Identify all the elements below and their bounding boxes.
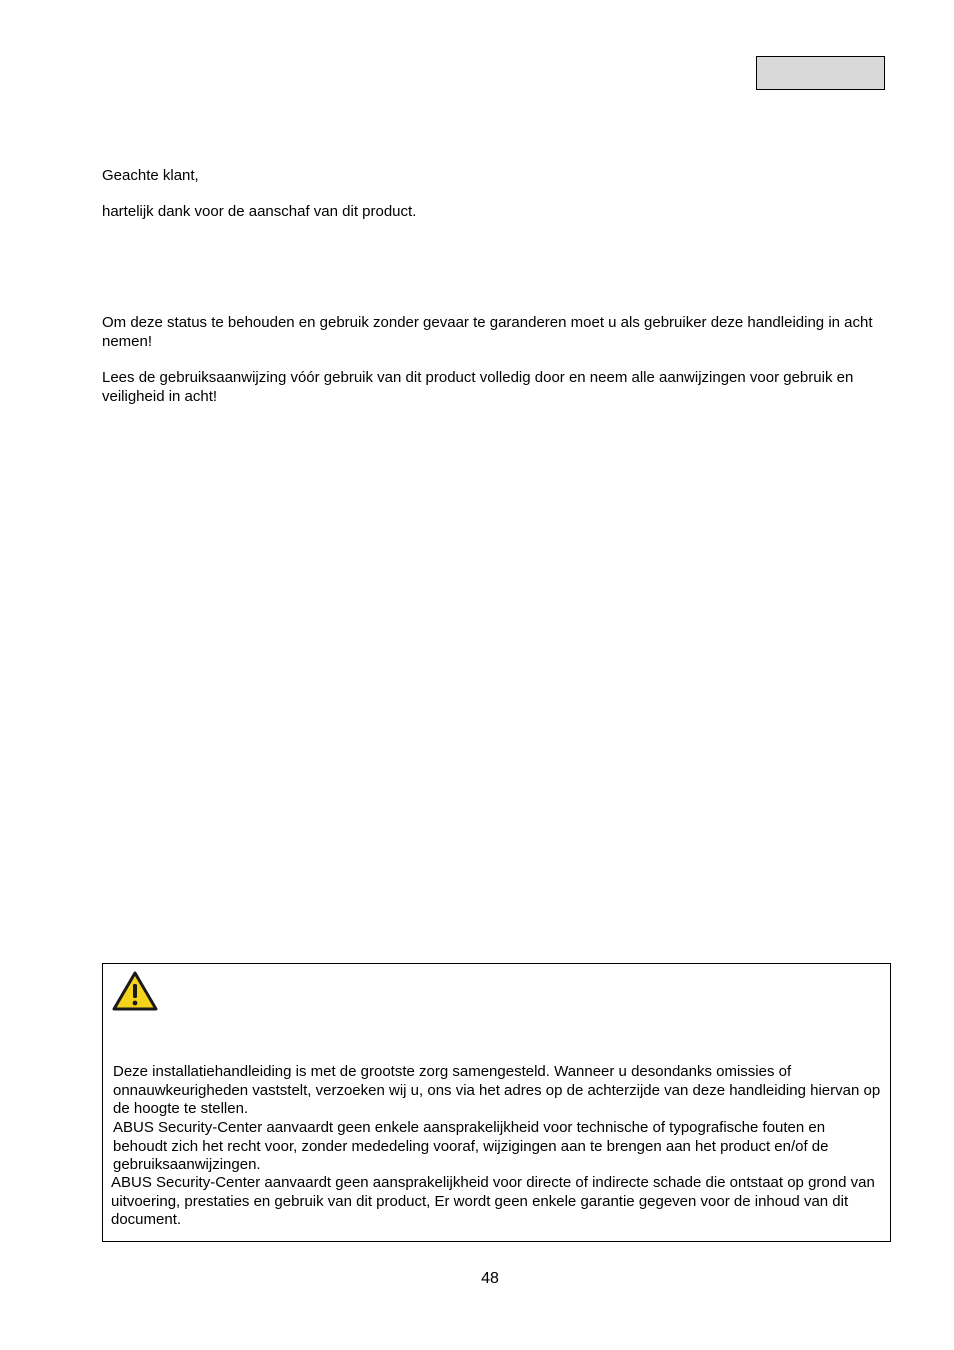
page-number: 48 xyxy=(481,1270,499,1287)
greeting-text: Geachte klant, xyxy=(102,167,199,184)
warning-triangle-icon xyxy=(112,971,158,1011)
read-instructions-paragraph: Lees de gebruiksaanwijzing vóór gebruik van dit product volledig door en neem alle aanwijzingen voor gebruik en veiligheid in acht! xyxy=(102,369,854,405)
disclaimer-liability-technical-text: ABUS Security-Center aanvaardt geen enkele aansprakelijkheid voor technische of typografische fouten en behoudt zich het recht voor, zonder mededeling vooraf, wijzigingen aan te brengen aan het product en/of de gebruiksaanwijzingen. xyxy=(113,1119,829,1173)
disclaimer-accuracy-text: Deze installatiehandleiding is met de grootste zorg samengesteld. Wanneer u desondanks omissies of onnauwkeurigheden vaststelt, verzoeken wij u, ons via het adres op de achterzijde van deze handleiding hiervan op de hoogte te stellen. xyxy=(113,1063,881,1117)
disclaimer-liability-damage-text: ABUS Security-Center aanvaardt geen aansprakelijkheid voor directe of indirecte schade die ontstaat op grond van uitvoering, prestaties en gebruik van dit product, Er wordt geen enkele garantie gegeven voor de inhoud van dit document. xyxy=(111,1174,875,1228)
language-tab-box xyxy=(756,56,885,90)
thanks-text: hartelijk dank voor de aanschaf van dit product. xyxy=(102,203,417,220)
disclaimer-box xyxy=(102,963,891,1242)
status-paragraph: Om deze status te behouden en gebruik zonder gevaar te garanderen moet u als gebruiker deze handleiding in acht nemen! xyxy=(102,314,873,350)
